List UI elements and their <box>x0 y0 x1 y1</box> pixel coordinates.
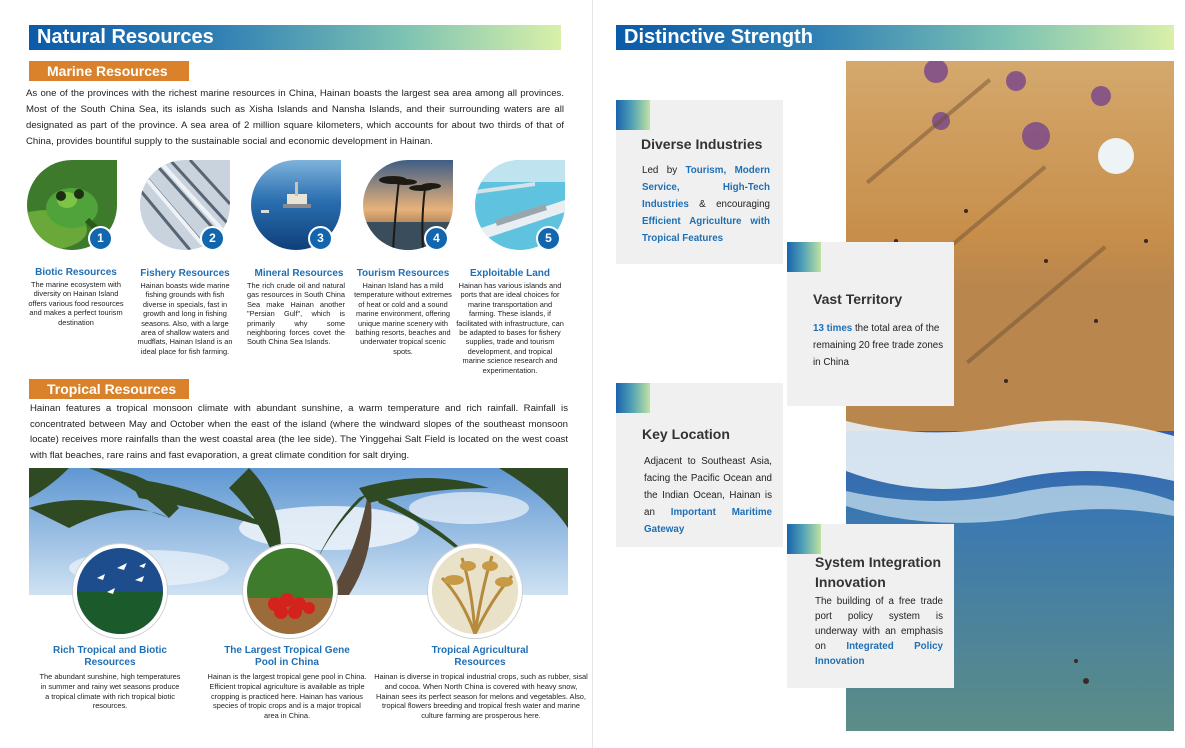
tourism-resources-title: Tourism Resources <box>356 268 450 279</box>
diverse-industries-text: Led by Tourism, Modern Service, High-Tech Industries & encouraging Efficient Agriculture with Tropical Features <box>642 165 770 244</box>
number-badge-3: 3 <box>308 226 333 251</box>
tourism-resources-desc: Hainan Island has a mild temperature without extremes of heat or cold and a sound marine environment, offering unique marine scenery with bathing resorts, beaches and underwater tropical scenic spots. <box>354 281 452 356</box>
tropical-agricultural-desc: Hainan is diverse in tropical industrial crops, such as rubber, sisal and cocoa. When North China is covered with heavy snow, Hainan sees its perfect season for melons and vegetables. Also, tropical flowers breeding and tropical fresh water and marine culture farming are prosperous here. <box>374 672 588 721</box>
exploitable-land-desc: Hainan has various islands and ports that are ideal choices for marine transportation and farming. These islands, if facilitated with infrastructure, can be adapted to bases for fishery supplies, trade and tourism development, and tropical marine science research and experimentation. <box>456 281 564 375</box>
exploitable-land-title: Exploitable Land <box>469 268 550 279</box>
tropical-agricultural-title: Tropical Agricultural Resources <box>431 645 529 668</box>
mineral-resources-title: Mineral Resources <box>254 268 344 279</box>
page-divider <box>592 0 593 748</box>
rich-tropical-title: Rich Tropical and Biotic Resources <box>53 645 167 668</box>
rich-tropical-image <box>73 544 167 638</box>
number-badge-4: 4 <box>424 226 449 251</box>
system-integration-text: The building of a free trade port policy system is underway with an emphasis on Integrated Policy Innovation <box>815 596 943 667</box>
vast-territory-text: 13 times the total area of the remaining 20 free trade zones in China <box>813 323 944 368</box>
fishery-resources-title: Fishery Resources <box>140 268 230 279</box>
tropical-gene-pool-title: The Largest Tropical Gene Pool in China <box>224 645 350 668</box>
fishery-resources-desc: Hainan boasts wide marine fishing grounds with fish diverse in specials, fast in growth and long in fishing seasons. Also, with a large area of shallow waters and mudflats, Hainan Island is an ideal place for fish farming. <box>137 281 233 356</box>
key-location-title: Key Location <box>642 426 730 442</box>
distinctive-strength-header <box>616 25 1174 50</box>
biotic-resources-desc: The marine ecosystem with diversity on Hainan Island offers various food resources and makes a perfect tourism destination <box>28 280 124 327</box>
card-accent-bar <box>616 100 650 130</box>
card-accent-bar <box>787 524 821 554</box>
tropical-intro-text: Hainan features a tropical monsoon climate with abundant sunshine, a warm temperature and rich rainfall. Rainfall is concentrated between May and October when the east of the island (where the windward slopes of the southeast monsoon locate) receives more rainfalls than the west coastal area (the lee side). The Yinggehai Salt Field is located on the west coast with flat beaches, rare rains and fast evaporation, a great climate condition for salt drying. <box>30 403 568 461</box>
natural-resources-header <box>29 25 561 50</box>
diverse-industries-title: Diverse Industries <box>641 136 763 152</box>
vast-territory-card <box>787 242 954 406</box>
vast-territory-title: Vast Territory <box>813 291 903 307</box>
key-location-text: Adjacent to Southeast Asia, facing the Pacific Ocean and the Indian Ocean, Hainan is an Important Maritime Gateway <box>644 456 772 535</box>
marine-resources-subheader: Marine Resources <box>29 61 189 81</box>
number-badge-1: 1 <box>88 226 113 251</box>
card-accent-bar <box>616 383 650 413</box>
biotic-resources-title: Biotic Resources <box>35 267 117 278</box>
marine-intro-text: As one of the provinces with the richest marine resources in China, Hainan boasts the largest sea area among all provinces. Most of the South China Sea, its islands such as Xisha Islands and Nansha Islands, and their surrounding waters are all designated as part of the province. A sea area of 2 million square kilometers, which accounts for about two thirds of that of China, provides bountiful supply to the sustainable social and economic development in Hainan. <box>26 88 564 147</box>
rich-tropical-desc: The abundant sunshine, high temperatures in summer and rainy wet seasons produce a tropical climate with rich tropical biotic resources. <box>39 672 181 711</box>
tropical-gene-pool-desc: Hainan is the largest tropical gene pool in China. Efficient tropical agriculture is available as triple cropping is practiced here. Hainan has various species of tropic crops and is a major tropical area in China. <box>207 672 367 721</box>
natural-resources-title: Natural Resources <box>37 26 214 48</box>
diverse-industries-card <box>616 100 783 264</box>
key-location-card <box>616 383 783 547</box>
tropical-gene-pool-image <box>243 544 337 638</box>
number-badge-5: 5 <box>536 226 561 251</box>
tropical-agricultural-image <box>428 544 522 638</box>
mineral-resources-desc: The rich crude oil and natural gas resources in South China Sea make Hainan another "Persian Gulf", which is primarily why some neighboring forces covet the South China Sea Islands. <box>247 281 345 347</box>
card-accent-bar <box>787 242 821 272</box>
tropical-resources-subheader: Tropical Resources <box>29 379 189 399</box>
system-integration-card <box>787 524 954 688</box>
distinctive-strength-title: Distinctive Strength <box>624 26 813 48</box>
number-badge-2: 2 <box>200 226 225 251</box>
system-integration-title: System Integration Innovation <box>815 554 942 590</box>
